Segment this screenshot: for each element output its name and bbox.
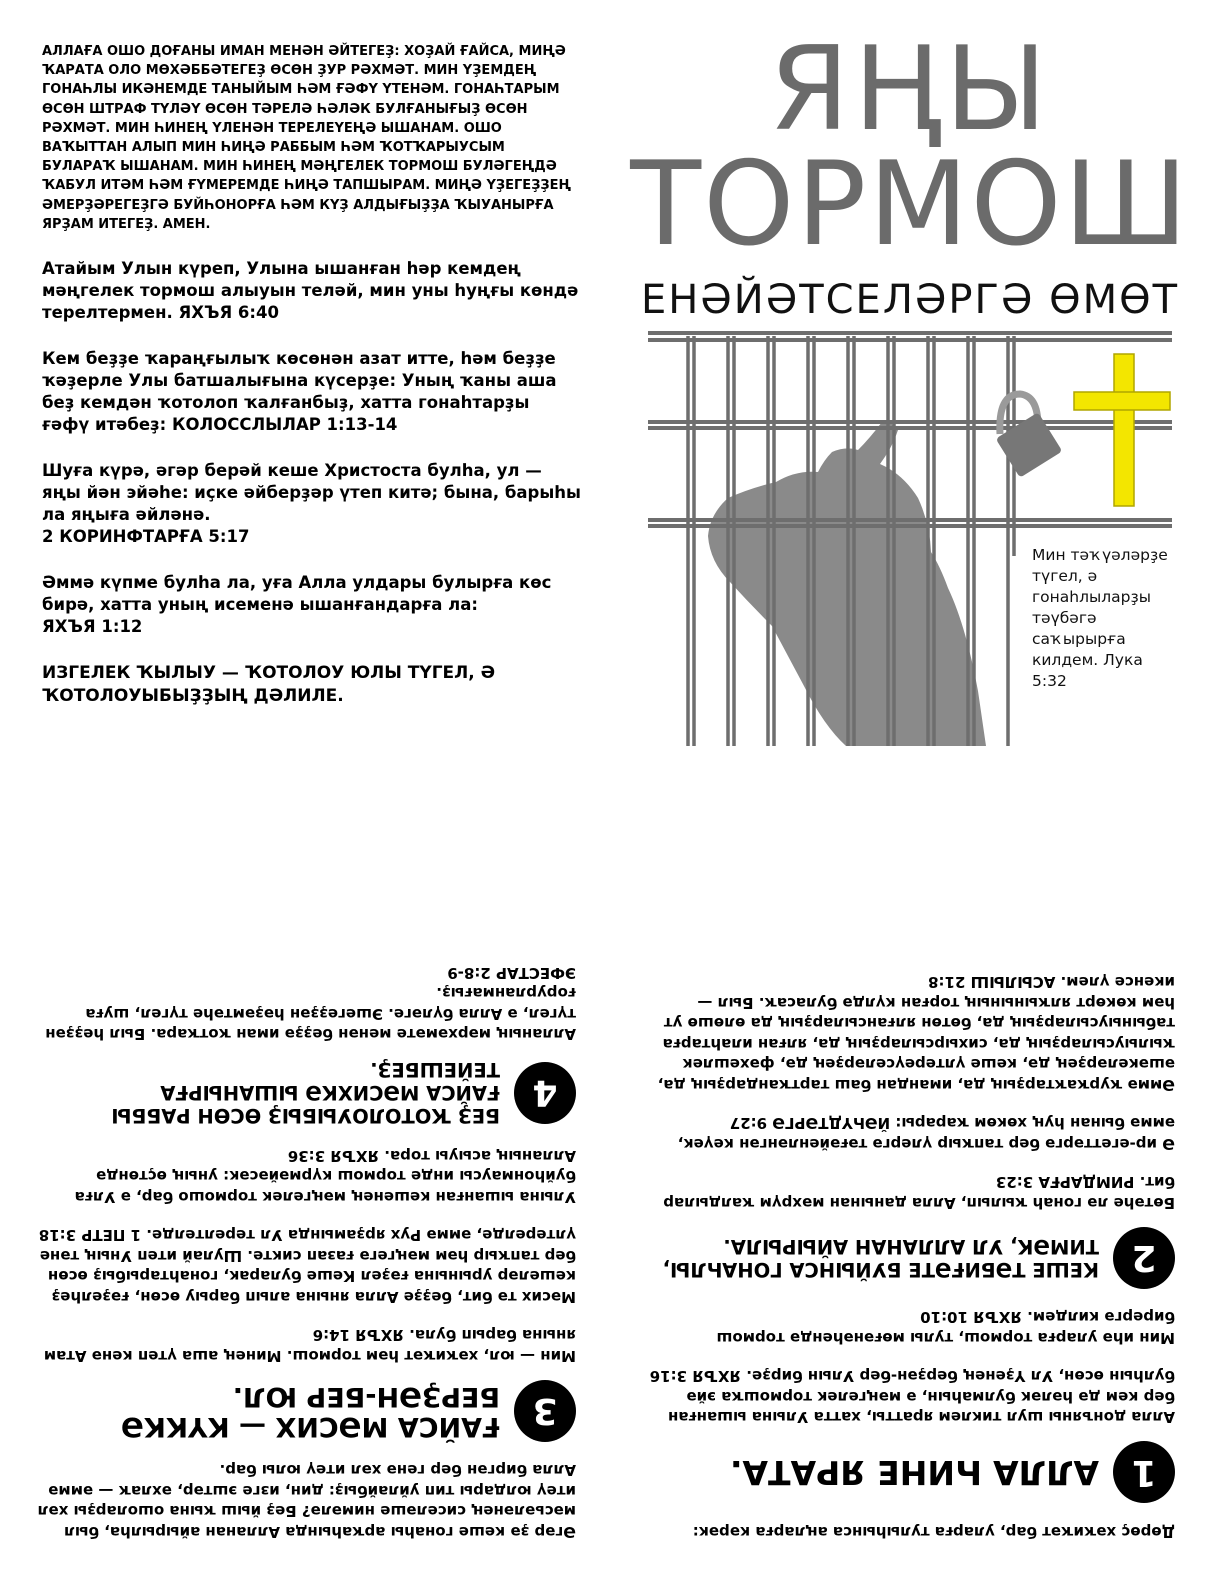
paragraph-text: Улына ышанған кешенең мәңгелек тормошо бар, ә Улға буйһонмаусы инде тормош күрмәйәсәк: уның өҫтөндә Алланың асыуы тора. <box>74 1147 576 1206</box>
section-2-heading <box>645 1227 1175 1289</box>
number-badge: 3 <box>514 1380 576 1442</box>
subtitle: ЕНӘЙӘТСЕЛӘРГӘ ӨМӨТ <box>640 277 1180 323</box>
verse-text: Шуға күрә, әгәр берәй кеше Христоста булһа, ул — яңы йән эйәһе: иҫке әйберҙәр үтеп китә; бына, барыһы ла яңыға әйләнә. <box>42 461 581 525</box>
verse-2 <box>42 348 582 436</box>
paragraph <box>36 1325 576 1366</box>
paragraph-ref: ЯХЪЯ 3:36 <box>287 1147 380 1165</box>
paragraph-ref: ЯХЪЯ 3:16 <box>649 1367 742 1386</box>
title-line-2: ТОРМОШ <box>630 137 1190 272</box>
verse-3 <box>42 460 582 548</box>
section-1-heading <box>645 1442 1175 1504</box>
prayer-text: АЛЛАҒА ОШО ДОҒАНЫ ИМАН МЕНӘН ӘЙТЕГЕҘ: ХОҘАЙ ҒАЙСА, МИҢӘ ҠАРАТА ОЛО МӨХӘББӘТЕГЕҘ ӨСӨН ҘУР РӘХМӘТ. МИН ҮҘЕМДЕҢ ГОНАҺЛЫ ИКӘНЕМДЕ ТАНЫЙЫМ ҺӘМ ҒӘФҮ ҮТЕНӘМ. ГОНАҺТАРЫМ ӨСӨН ШТРАФ ТҮЛӘҮ ӨСӨН ТӘРЕЛӘ ҺӘЛӘК БУЛҒАНЫҒЫҘ ӨСӨН РӘХМӘТ. МИН ҺИНЕҢ ҮЛЕНӘН ТЕРЕЛЕҮЕҢӘ ЫШАНАМ. ОШО ВАҠЫТТАН АЛЫП МИН ҺИҢӘ РАББЫМ ҺӘМ ҠОТҠАРЫУСЫМ БУЛАРАҠ ЫШАНАМ. МИН ҺИНЕҢ МӘҢГЕЛЕК ТОРМОШ БУЛӘГЕҢДӘ ҠАБУЛ ИТӘМ ҺӘМ ҒҮМЕРЕМДЕ ҺИҢӘ ТАПШЫРАМ. МИҢӘ ҮҘЕГЕҘҘЕҢ ӘМЕРҘӘРЕГЕҘГӘ БУЙҺОНОРҒА ҺӘМ КҮҘ АЛДЫҒЫҘҘА ҠЫУАНЫРҒА ЯРҘАМ ИТЕГЕҘ. АМЕН. <box>42 44 571 232</box>
paragraph-text: Мин — юл, хәҡиҡәт һәм тормош. Минең аша үтеп кенә Атам янына барып була. <box>43 1326 576 1365</box>
verse-text: Әммә күпме булһа ла, уға Алла улдары булырға көс бирә, хатта уның исеменә ышанғандарға ла: <box>42 573 552 615</box>
number-badge: 2 <box>1113 1227 1175 1289</box>
verse-text: Кем беҙҙе ҡараңғылыҡ көсөнән азат итте, һәм беҙҙе ҡәҙерле Улы батшалығына күсерҙе: Уның ҡаны аша беҙ кемдән ҡотолоп ҡалғанбыҙ, хатта гонаһтарҙы ғәфү итәбеҙ: <box>42 349 557 435</box>
closing-statement: ИЗГЕЛЕК ҠЫЛЫУ — ҠОТОЛОУ ЮЛЫ ТҮГЕЛ, Ә ҠОТОЛОУЫБЫҘҘЫҢ ДӘЛИЛЕ. <box>42 663 496 707</box>
paragraph <box>36 963 576 1045</box>
verse-1 <box>42 258 582 324</box>
verse-ref: КОЛОССЛЫЛАР 1:13-14 <box>171 415 398 435</box>
paragraph <box>645 1172 1175 1213</box>
paragraph-text: Алла донъяны шул тиклем яратты, хатта Улына ышанған бер кем дә һәләк булмаһын, ә мәңгелек тормошҡа эйә булһын өсөн, Ул Үҙенең берҙән-бер Улын бирҙе. <box>667 1367 1175 1427</box>
padlock-icon <box>996 394 1063 478</box>
illustration-caption <box>1032 545 1182 692</box>
heading-text: ҒАЙСА МӘСИХ — КҮККӘ БЕРҘӘН-БЕР ЮЛ. <box>120 1381 500 1442</box>
verse-ref: ЯХЪЯ 6:40 <box>178 303 279 323</box>
caption-ref: Лука 5:32 <box>1032 651 1143 690</box>
intro-text: Дөрөҫ хәҡиҡәт бар, уларға тулыһынса аңларға кәрәк: <box>692 1523 1175 1541</box>
intro-text: Әгәр ҙә кеше гонаһы арҡаһында Алланан айырылһа, был мәсьәләнең сиселәше нимәлә? Беҙ йыш ҡына ошоларҙы хәл итеү юлдары тип уйлайбыҙ: дин, изге эштәр, әхлаҡ — әммә Алла биргән бер генә хәл итеү юлы бар. <box>37 1461 576 1541</box>
paragraph <box>645 972 1175 1095</box>
paragraph-text: Мәсих тә бит, беҙҙе Алла янына алып барыу өсөн, ғәҙелһеҙ кешеләр урынына ғәҙел Кеше буларак, гонаһтарыбыҙ өсөн бер тапҡыр һәм мәңгегә ғазап сикте. Шулай итеп Уның тәне үлтерелде, әммә Рух ярҙамында Ул терелтелде. <box>39 1226 576 1306</box>
paragraph-ref: РИМДАРҒА 3:23 <box>995 1173 1135 1192</box>
number-badge: 1 <box>1113 1442 1175 1504</box>
paragraph-ref: АСЫЛЫШ 21:8 <box>928 973 1056 992</box>
verse-text: Атайым Улын күреп, Улына ышанған һәр кемдең мәңгелек тормош алыуын теләй, мин уны һуңғы көндә терелтермен. <box>42 259 579 323</box>
verse-ref: 2 КОРИНФТАРҒА 5:17 <box>42 527 250 547</box>
paragraph <box>36 1225 576 1307</box>
verse-4 <box>42 572 582 638</box>
paragraph <box>36 1146 576 1208</box>
paragraph <box>645 1307 1175 1348</box>
heading-text: АЛЛА ҺИНЕ ЯРАТА. <box>729 1453 1099 1493</box>
paragraph-ref: ЯХЪЯ 14:6 <box>312 1326 404 1345</box>
paragraph-ref: ЙӘҺҮДТӘРГӘ 9:27 <box>729 1114 891 1133</box>
heading-text: БЕҘ ҠОТОЛОУЫБЫҘ ӨСӨН РАББЫ ҒАЙСА МӘСИХКӘ ЫШАНЫРҒА ТЕЙЕШБЕҘ. <box>111 1058 500 1128</box>
paragraph <box>645 1366 1175 1428</box>
paragraph-text: Бөтәһе лә гонаһ ҡылып, Алла данынан мәхрүм ҡалдылар бит. <box>663 1173 1175 1212</box>
paragraph-text: Мин иһә уларға тормош, тулы мөғәнәһендә тормош бирергә килдем. <box>716 1308 1175 1347</box>
paragraph-ref: ЯХЪЯ 10:10 <box>920 1308 1022 1327</box>
paragraph-ref: 1 ПЕТР 3:18 <box>38 1226 142 1245</box>
number-badge: 4 <box>514 1062 576 1124</box>
verse-ref: ЯХЪЯ 1:12 <box>42 617 143 637</box>
paragraph-text: Ә ир-егеттәргә бер тапҡыр үлергә тәғәйенләнгән кеүек, әммә бынан һуң хөкөм ҡарары: <box>677 1114 1175 1153</box>
truths-panel-3-4 <box>36 812 576 1542</box>
paragraph-ref: ЭФЕСТАР 2:8-9 <box>447 964 576 982</box>
section-4-heading <box>36 1059 576 1128</box>
title-line-1: ЯҢЫ <box>768 22 1052 157</box>
paragraph-text: Әммә ҡурҡаҡтарҙың да, имандан баш тартҡандарҙың да, әшәкеләрҙең дә, кеше үлтереүселәрҙең дә, фәхешлек ҡылыусыларҙың да, сихырсыларҙың да, ялған илаһтарға табыныусыларҙың да, бөтөн ялғансыларҙың да өлөшө ут һәм көкөрт ялҡынының торған күлдә буласаҡ. Был — икенсе үлем. <box>657 973 1175 1094</box>
prayer-and-verses-panel <box>42 42 582 708</box>
truths-panel-1-2 <box>645 812 1175 1542</box>
heading-text: КЕШЕ ТӘБИҒӘТЕ БУЙЫНСА ГОНАҺЛЫ, ТИМӘК, УЛ АЛЛАНАН АЙЫРЫЛА. <box>662 1235 1099 1281</box>
paragraph-text: Алланың мәрхәмәте менән беҙҙә иман ҡотҡара. Был һеҙҙән түгел, ә Алла бүләге. Эшегеҙҙән һәҙәмтәһе түгел, шуға ғорурланмағыҙ. <box>45 984 576 1044</box>
caption-text: Мин тәҡүәләрҙе түгел, ә гонаһлыларҙы тәүбәгә саҡырырға килдем. <box>1032 546 1168 669</box>
paragraph <box>645 1113 1175 1154</box>
section-3-heading <box>36 1380 576 1442</box>
